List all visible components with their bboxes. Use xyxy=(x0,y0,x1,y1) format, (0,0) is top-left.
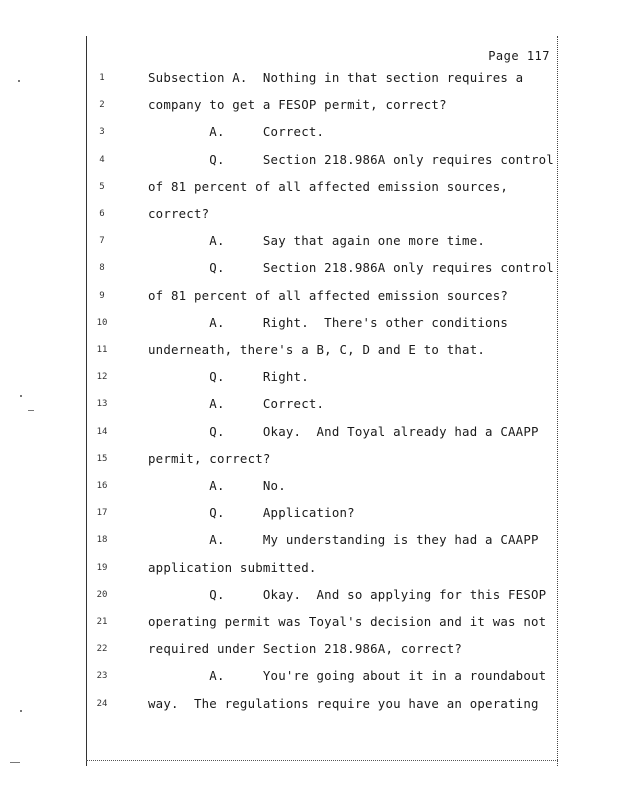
line-number: 9 xyxy=(99,290,105,301)
transcript-line xyxy=(0,445,618,472)
transcript-line xyxy=(0,309,618,336)
line-text: company to get a FESOP permit, correct? xyxy=(148,97,447,113)
scan-speck xyxy=(20,395,22,397)
transcript-line xyxy=(0,526,618,553)
line-number: 18 xyxy=(96,535,108,546)
line-number: 12 xyxy=(96,372,108,383)
transcript-line xyxy=(0,363,618,390)
line-text: application submitted. xyxy=(148,559,317,575)
line-text: A. Say that again one more time. xyxy=(148,233,486,249)
transcript-line xyxy=(0,336,618,363)
line-number: 23 xyxy=(96,671,108,682)
line-text: Q. Okay. And Toyal already had a CAAPP xyxy=(148,423,539,439)
line-text: of 81 percent of all affected emission sources? xyxy=(148,287,509,303)
line-text: A. My understanding is they had a CAAPP xyxy=(148,532,539,548)
line-number: 2 xyxy=(99,100,105,111)
line-text: required under Section 218.986A, correct? xyxy=(148,641,463,657)
line-number: 16 xyxy=(96,481,108,491)
line-number: 15 xyxy=(96,453,108,464)
line-text: Q. Section 218.986A only requires control xyxy=(148,151,554,167)
line-number: 3 xyxy=(99,127,105,138)
line-text: permit, correct? xyxy=(148,450,271,466)
transcript-line xyxy=(0,635,618,662)
page-number: Page 117 xyxy=(488,49,550,63)
line-number: 7 xyxy=(99,236,105,247)
line-text: A. You're going about it in a roundabout xyxy=(148,668,547,684)
scan-speck xyxy=(18,80,20,82)
transcript-line xyxy=(0,662,618,689)
line-number: 21 xyxy=(96,617,108,627)
transcript-line xyxy=(0,554,618,581)
line-text: of 81 percent of all affected emission sources, xyxy=(148,178,509,194)
line-text: Q. Section 218.986A only requires control xyxy=(148,260,554,276)
transcript-line xyxy=(0,146,618,173)
line-text: operating permit was Toyal's decision and it was not xyxy=(148,614,547,629)
line-number: 5 xyxy=(99,181,105,192)
transcript-line xyxy=(0,499,618,526)
line-number: 4 xyxy=(99,154,105,165)
line-text: correct? xyxy=(148,206,210,221)
line-text: Q. Okay. And so applying for this FESOP xyxy=(148,586,547,602)
line-number: 24 xyxy=(96,698,108,709)
transcript-line xyxy=(0,581,618,608)
line-text: Subsection A. Nothing in that section requires a xyxy=(148,70,524,85)
line-text: A. Right. There's other conditions xyxy=(148,314,509,330)
line-number: 6 xyxy=(99,209,105,219)
line-number: 13 xyxy=(96,399,108,410)
scan-speck xyxy=(20,710,22,712)
transcript-line xyxy=(0,173,618,200)
transcript-line xyxy=(0,118,618,145)
line-text: Q. Application? xyxy=(148,505,355,521)
line-number: 20 xyxy=(96,589,108,600)
line-number: 22 xyxy=(96,644,108,655)
transcript-line xyxy=(0,64,618,91)
scan-speck xyxy=(28,410,34,411)
transcript-line xyxy=(0,390,618,417)
transcript-line xyxy=(0,472,618,499)
line-number: 8 xyxy=(99,263,105,274)
line-number: 1 xyxy=(99,73,105,83)
line-number: 17 xyxy=(96,508,108,519)
transcript-line xyxy=(0,200,618,227)
line-text: A. No. xyxy=(148,478,286,493)
line-text: way. The regulations require you have an operating xyxy=(148,695,539,711)
line-text: A. Correct. xyxy=(148,396,325,412)
line-text: A. Correct. xyxy=(148,124,325,140)
line-text: Q. Right. xyxy=(148,369,309,385)
transcript-line xyxy=(0,254,618,281)
transcript-line xyxy=(0,227,618,254)
line-number: 19 xyxy=(96,562,108,573)
line-number: 14 xyxy=(96,426,108,437)
transcript-line xyxy=(0,690,618,717)
line-text: underneath, there's a B, C, D and E to that. xyxy=(148,342,486,357)
footer-rule xyxy=(86,760,558,761)
line-number: 11 xyxy=(96,345,108,355)
transcript-line xyxy=(0,418,618,445)
scan-speck xyxy=(10,762,20,763)
line-number: 10 xyxy=(96,317,108,328)
transcript-line xyxy=(0,91,618,118)
transcript-line xyxy=(0,282,618,309)
transcript-line xyxy=(0,608,618,635)
